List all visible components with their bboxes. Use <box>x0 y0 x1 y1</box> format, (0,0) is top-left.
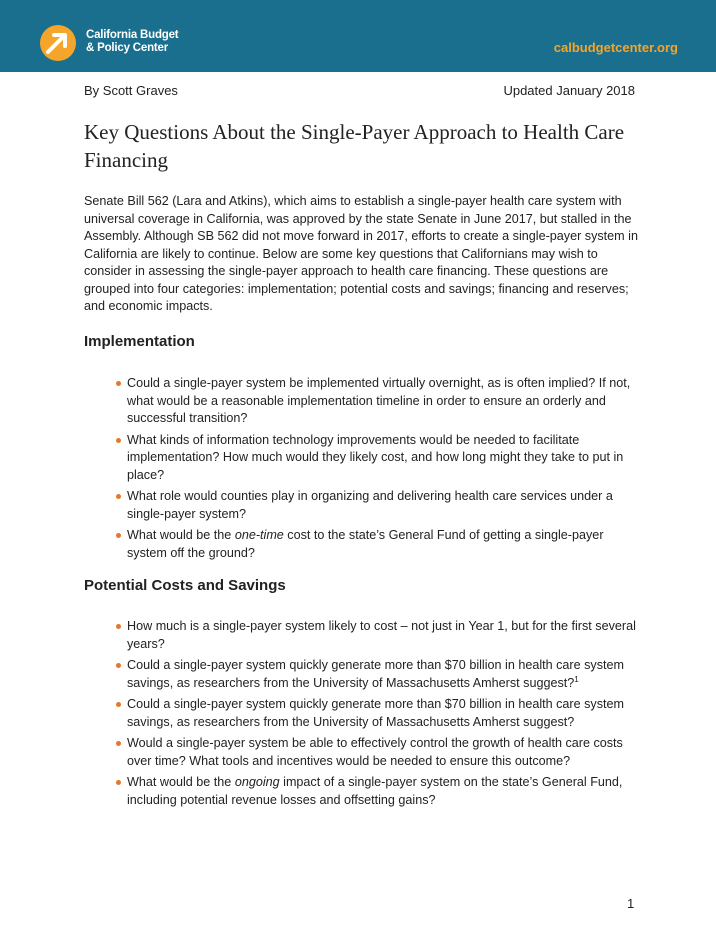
bullet-icon <box>116 533 121 538</box>
author: By Scott Graves <box>84 83 178 98</box>
question-text: What role would counties play in organizing and delivering health care services under a single-payer system? <box>127 489 613 521</box>
question-text: Could a single-payer system quickly generate more than $70 billion in health care system savings, as researchers from the University of Massachusetts Amherst suggest? <box>127 697 625 729</box>
question-list-implementation <box>116 375 641 566</box>
page-title: Key Questions About the Single-Payer Approach to Health Care Financing <box>84 120 625 172</box>
header-bar <box>0 0 716 72</box>
bullet-icon <box>116 381 121 386</box>
question-text: How much is a single-payer system likely to cost – not just in Year 1, but for the first several years? <box>127 619 636 651</box>
bullet-icon <box>116 780 121 785</box>
org-name-line2: & Policy Center <box>86 42 168 54</box>
list-item <box>116 774 641 809</box>
list-item <box>116 735 641 770</box>
bullet-icon <box>116 663 121 668</box>
intro-paragraph: Senate Bill 562 (Lara and Atkins), which aims to establish a single-payer health care system with universal coverage in California, was approved by the state Senate in June 2017, but stalled in the Assembly. Although SB 562 did not move forward in 2017, efforts to create a single-payer system in California are likely to continue. Below are some key questions that Californians may wish to consider in assessing the single-payer approach to health care financing. These questions are grouped into four categories: implementation; potential costs and savings; financing and reserves; and economic impacts. <box>84 194 638 313</box>
question-text: Would a single-payer system be able to effectively control the growth of health care costs over time? What tools and incentives would be needed to ensure this outcome? <box>127 736 623 768</box>
question-text-pre: What would be the <box>127 528 235 542</box>
question-text: What kinds of information technology improvements would be needed to facilitate implementation? How much would they likely cost, and how long might they take to put in place? <box>127 432 624 482</box>
list-item <box>116 618 641 653</box>
question-text: Could a single-payer system quickly generate more than $70 billion in health care system savings, as researchers from the University of Massachusetts Amherst suggest? <box>127 658 625 690</box>
page-number: 1 <box>627 896 635 911</box>
org-name <box>86 29 178 55</box>
site-url-link[interactable]: calbudgetcenter.org <box>553 40 678 55</box>
question-text-post: cost to the state’s General Fund of getting a single-payer system off the ground? <box>127 528 604 560</box>
list-item <box>116 696 641 731</box>
question-text: Could a single-payer system be implemented virtually overnight, as is often implied? If not, what would be a reasonable implementation timeline in order to ensure an orderly and successful transition? <box>127 376 631 425</box>
list-item <box>116 488 641 523</box>
section-heading-potential-costs: Potential Costs and Savings <box>84 577 286 594</box>
org-name-line1: California Budget <box>86 29 179 41</box>
list-item <box>116 375 641 428</box>
bullet-icon <box>116 494 121 499</box>
question-emphasis: ongoing <box>234 775 280 789</box>
footnote-marker[interactable]: 1 <box>574 674 579 684</box>
bullet-icon <box>116 702 121 707</box>
list-item <box>116 657 641 692</box>
question-list-potential-costs <box>116 618 641 813</box>
question-emphasis: one-time <box>234 528 284 542</box>
arrow-logo-icon <box>40 25 76 61</box>
section-heading-implementation: Implementation <box>84 333 195 350</box>
question-text-post: impact of a single-payer system on the state’s General Fund, including potential revenue losses and offsetting gains? <box>127 775 623 807</box>
question-text-pre: What would be the <box>127 775 235 789</box>
bullet-icon <box>116 741 121 746</box>
bullet-icon <box>116 438 121 443</box>
bullet-icon <box>116 624 121 629</box>
updated-date: Updated January 2018 <box>503 83 635 98</box>
list-item <box>116 432 641 485</box>
list-item <box>116 527 641 562</box>
byline <box>84 83 635 98</box>
